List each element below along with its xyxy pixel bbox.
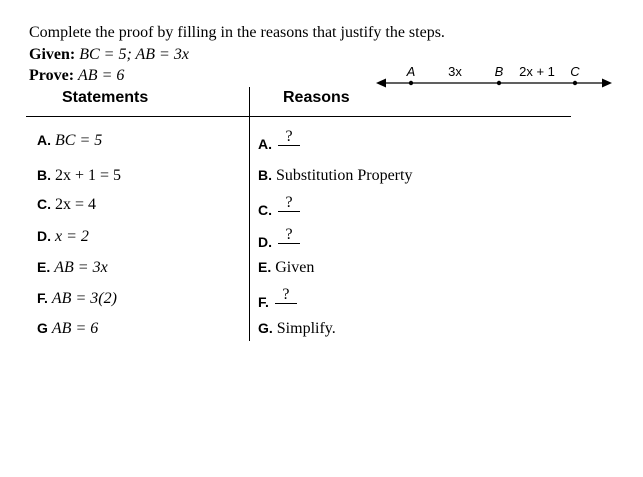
reason-f [258, 286, 297, 313]
reason-a-label: A. [258, 136, 272, 152]
reason-b [258, 165, 412, 186]
statement-a [37, 130, 102, 151]
statement-e-text: AB = 3x [54, 259, 108, 276]
reason-f-label: F. [258, 294, 269, 310]
reason-b-text: Substitution Property [276, 167, 413, 184]
given-label: Given: [29, 46, 76, 63]
point-c-dot [573, 81, 577, 85]
reason-e-text: Given [275, 259, 315, 276]
reason-e-label: E. [258, 259, 272, 275]
reason-a [258, 128, 300, 155]
statement-c-label: C. [37, 196, 51, 212]
reason-c-blank[interactable]: ? [278, 195, 300, 212]
statement-f [37, 288, 117, 309]
segment-diagram [376, 62, 612, 92]
statement-a-text: BC = 5 [55, 132, 103, 149]
statement-f-text: AB = 3(2) [51, 290, 117, 307]
reason-c-label: C. [258, 202, 272, 218]
instructions: Complete the proof by filling in the reasons that justify the steps. [29, 24, 445, 41]
point-a-dot [409, 81, 413, 85]
point-b-label: B [494, 64, 504, 79]
segment-ab-label: 3x [448, 64, 462, 79]
reason-b-label: B. [258, 167, 272, 183]
reason-f-blank[interactable]: ? [275, 287, 297, 304]
statement-g-text: AB = 6 [51, 320, 99, 337]
table-header-divider [26, 116, 571, 117]
reason-a-blank[interactable]: ? [278, 129, 300, 146]
reason-e [258, 257, 314, 278]
statement-b [37, 165, 121, 186]
reasons-header: Reasons [283, 89, 350, 106]
statement-b-label: B. [37, 167, 51, 183]
given-text: BC = 5; AB = 3x [79, 46, 189, 63]
given-line [29, 45, 189, 65]
statement-g-label: G [37, 320, 48, 336]
statement-e [37, 257, 108, 278]
reason-d [258, 226, 300, 253]
segment-bc-label: 2x + 1 [519, 64, 555, 79]
reason-d-blank[interactable]: ? [278, 227, 300, 244]
statement-f-label: F. [37, 290, 48, 306]
statement-d [37, 226, 89, 247]
reason-d-label: D. [258, 234, 272, 250]
statement-c [37, 194, 96, 215]
statement-d-text: x = 2 [55, 228, 89, 245]
point-b-dot [497, 81, 501, 85]
reason-c [258, 194, 300, 221]
point-a-label: A [406, 64, 416, 79]
prove-line [29, 66, 124, 86]
reason-g-text: Simplify. [276, 320, 336, 337]
statement-a-label: A. [37, 132, 51, 148]
statement-b-text: 2x + 1 = 5 [55, 167, 122, 184]
statement-d-label: D. [37, 228, 51, 244]
point-c-label: C [570, 64, 580, 79]
statements-header: Statements [62, 89, 149, 106]
prove-text: AB = 6 [78, 67, 125, 84]
statement-g [37, 318, 98, 339]
prove-label: Prove: [29, 67, 75, 84]
statement-e-label: E. [37, 259, 51, 275]
table-column-divider [249, 87, 250, 341]
reason-g-label: G. [258, 320, 273, 336]
statement-c-text: 2x = 4 [55, 196, 97, 213]
reason-g [258, 318, 336, 339]
